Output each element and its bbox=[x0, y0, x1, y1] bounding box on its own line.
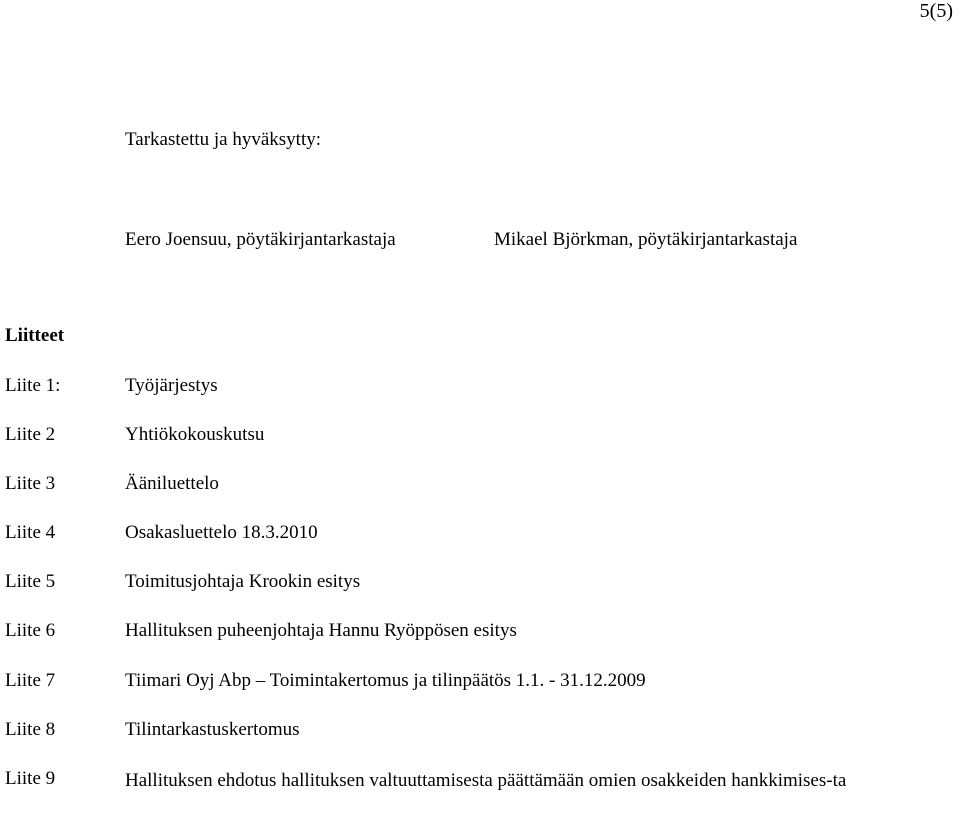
attachment-title: Ääniluettelo bbox=[125, 473, 219, 494]
attachments-heading: Liitteet bbox=[5, 325, 65, 346]
attachment-label: Liite 1: bbox=[5, 375, 61, 396]
attachment-title: Toimitusjohtaja Krookin esitys bbox=[125, 571, 361, 592]
approval-label: Tarkastettu ja hyväksytty: bbox=[125, 129, 322, 150]
attachment-label: Liite 3 bbox=[5, 473, 56, 494]
attachment-title: Osakasluettelo 18.3.2010 bbox=[125, 522, 318, 543]
page-number: 5(5) bbox=[919, 0, 953, 22]
attachment-title: Työjärjestys bbox=[125, 375, 218, 396]
attachment-title: Tiimari Oyj Abp – Toimintakertomus ja tilinpäätös 1.1. - 31.12.2009 bbox=[125, 670, 646, 691]
attachment-title: Hallituksen puheenjohtaja Hannu Ryöppösen esitys bbox=[125, 620, 517, 641]
attachment-label: Liite 8 bbox=[5, 719, 56, 740]
attachment-label: Liite 9 bbox=[5, 768, 56, 789]
attachment-label: Liite 7 bbox=[5, 670, 56, 691]
attachment-title: Yhtiökokouskutsu bbox=[125, 424, 265, 445]
signatory-1: Eero Joensuu, pöytäkirjantarkastaja bbox=[125, 229, 396, 250]
attachment-title: Hallituksen ehdotus hallituksen valtuuttamisesta päättämään omien osakkeiden hankkimises-ta bbox=[125, 770, 847, 791]
attachment-label: Liite 6 bbox=[5, 620, 56, 641]
signatory-2: Mikael Björkman, pöytäkirjantarkastaja bbox=[494, 229, 798, 250]
attachment-label: Liite 4 bbox=[5, 522, 56, 543]
attachment-label: Liite 2 bbox=[5, 424, 56, 445]
attachment-label: Liite 5 bbox=[5, 571, 56, 592]
attachment-title: Tilintarkastuskertomus bbox=[125, 719, 300, 740]
